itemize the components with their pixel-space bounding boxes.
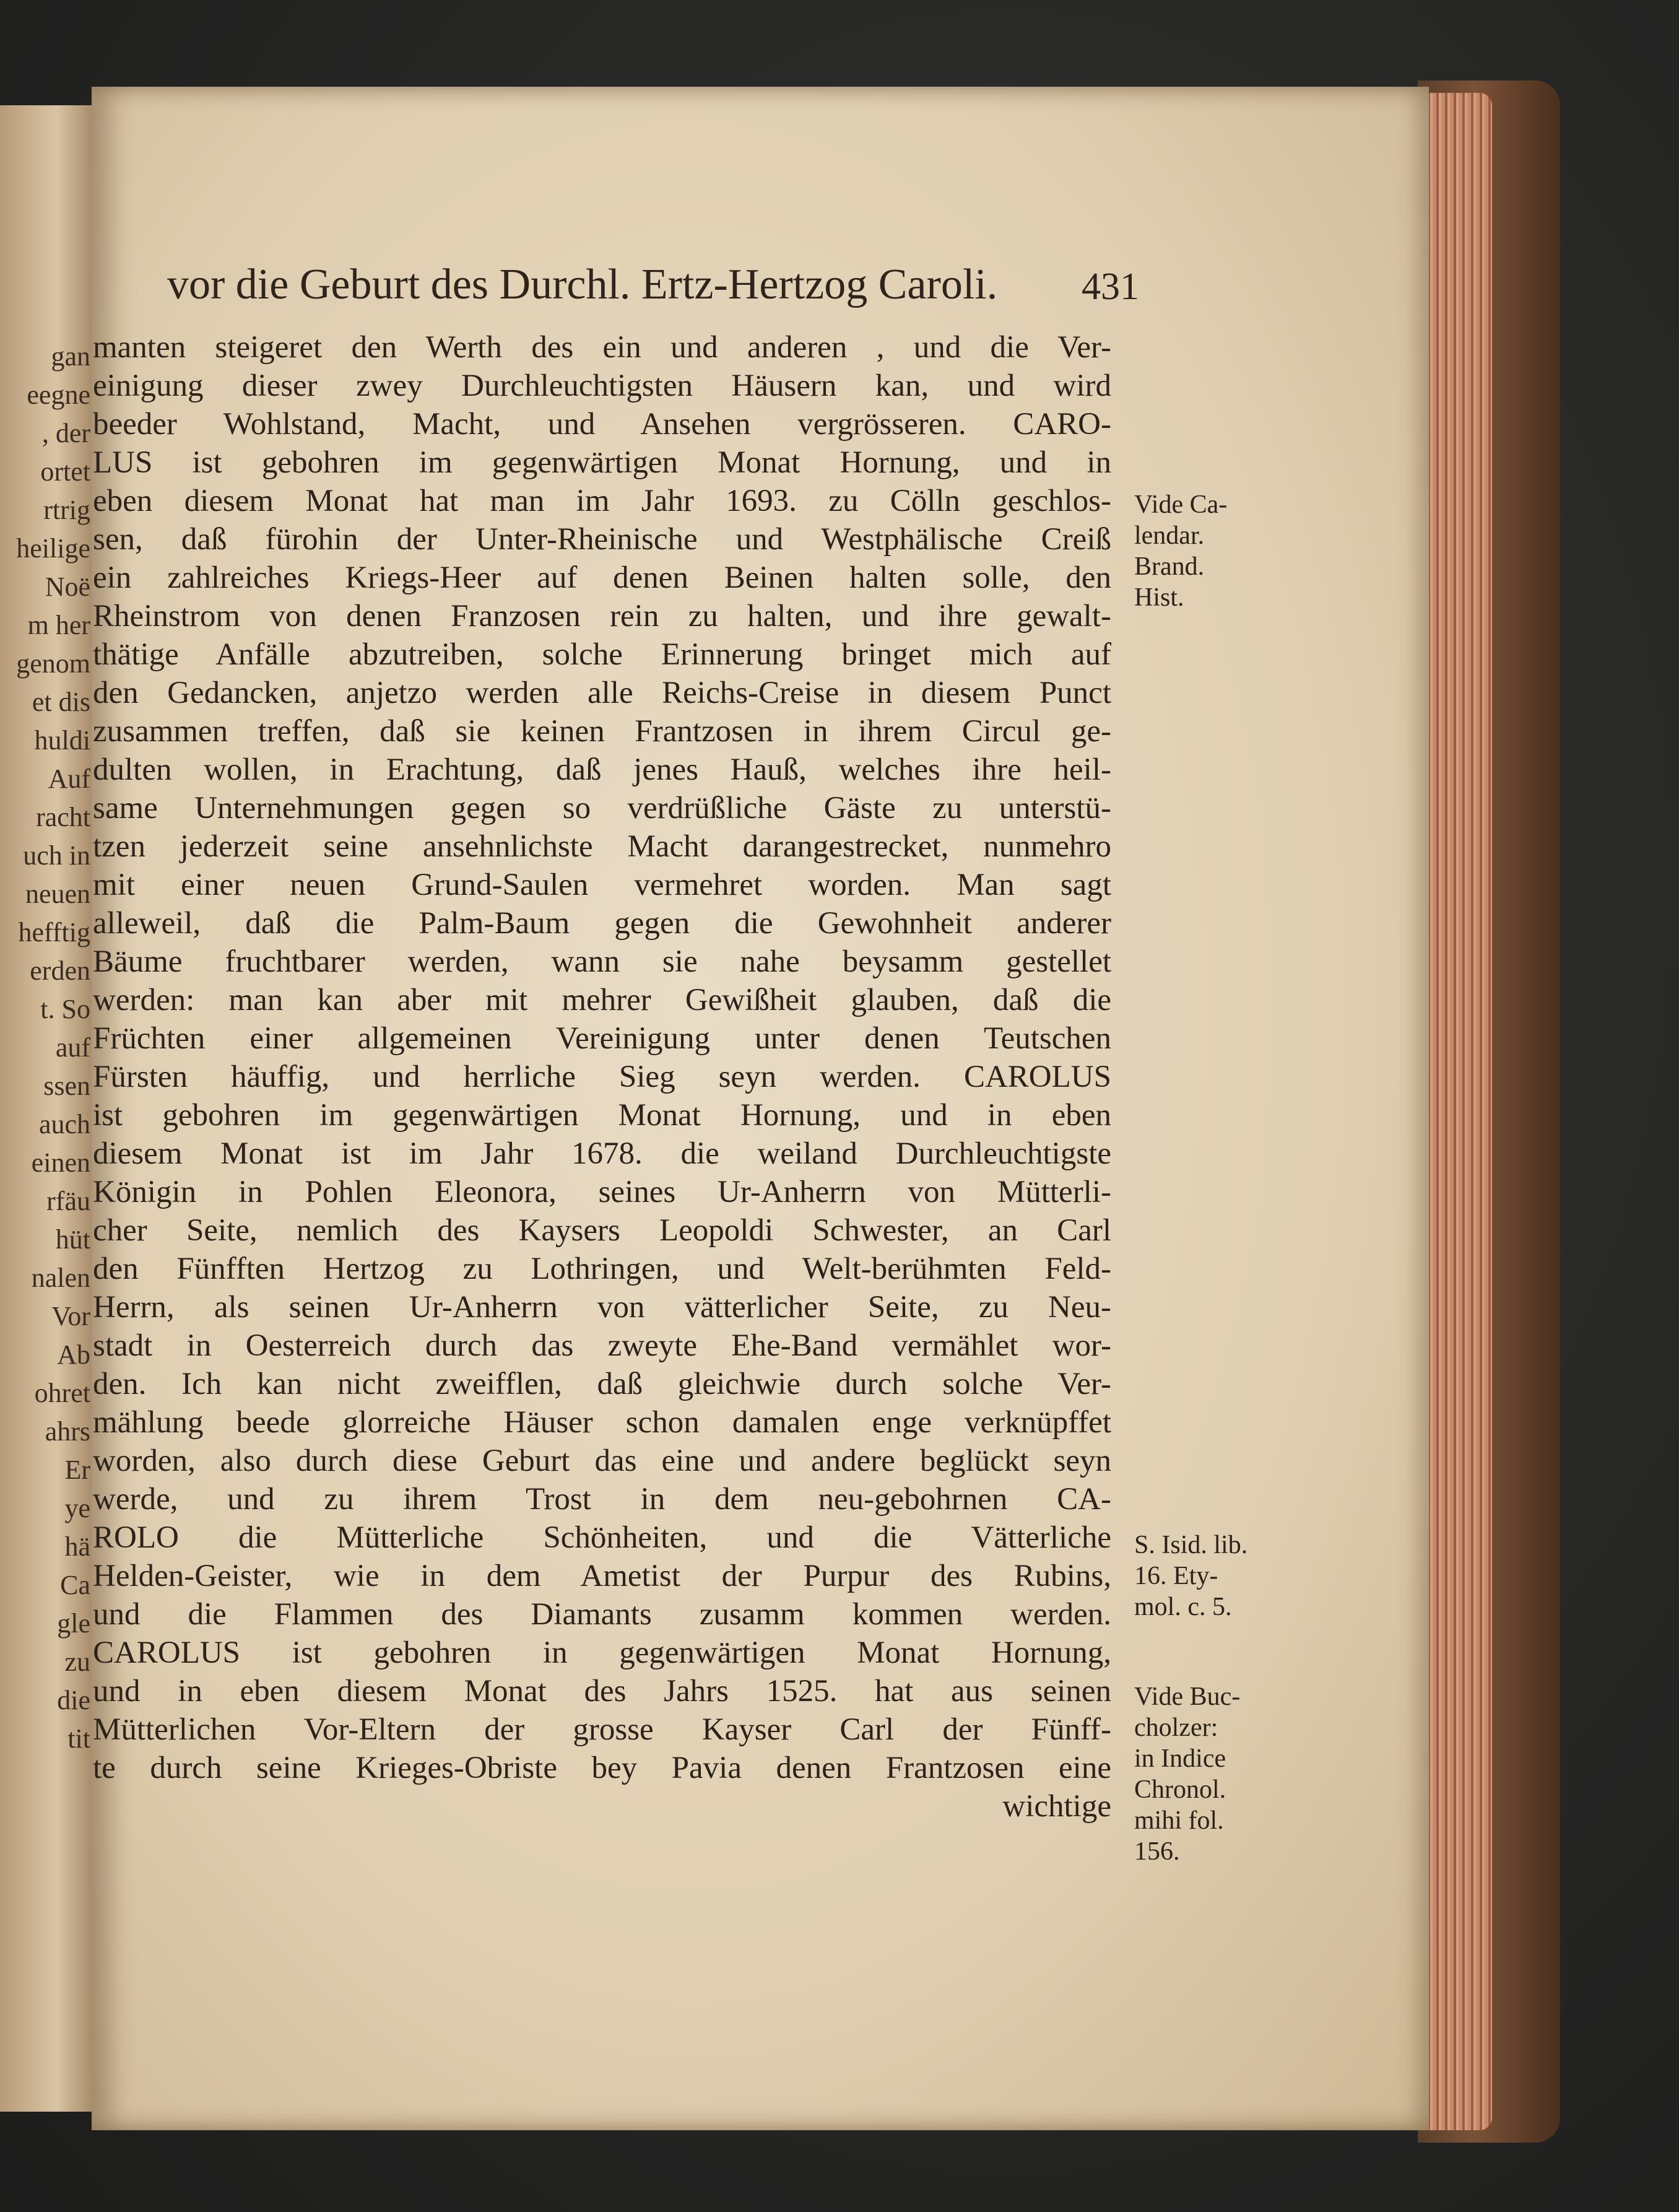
text-line: CAROLUS ist gebohren in gegenwärtigen Monat Hornung, <box>93 1635 1111 1670</box>
text-line: tzen jederzeit seine ansehnlichste Macht darangestrecket, nunmehro <box>93 829 1111 864</box>
text-line: eben diesem Monat hat man im Jahr 1693. zu Cölln geschlos- <box>93 484 1111 518</box>
facing-page-text-fragment: uch in <box>23 840 90 871</box>
facing-page-text-fragment: rtrig <box>43 495 90 525</box>
facing-page-text-fragment: nalen <box>31 1263 90 1293</box>
text-line: mit einer neuen Grund-Saulen vermehret worden. Man sagt <box>93 868 1111 902</box>
facing-page-text-fragment: auf <box>55 1032 90 1063</box>
facing-page-text-fragment: Vor <box>51 1301 90 1331</box>
facing-page-text-fragment: die <box>57 1685 90 1715</box>
text-line: den Fünfften Hertzog zu Lothringen, und Welt-berühmten Feld- <box>93 1252 1111 1286</box>
facing-page-text-fragment: Noë <box>45 572 90 602</box>
text-line: ROLO die Mütterliche Schönheiten, und die Vätterliche <box>93 1520 1111 1555</box>
text-line: Herrn, als seinen Ur-Anherrn von vätterlicher Seite, zu Neu- <box>93 1290 1111 1325</box>
facing-page-text-fragment: t. So <box>40 994 90 1024</box>
facing-page-text-fragment: ohret <box>34 1378 90 1408</box>
body-text <box>93 328 1111 1826</box>
text-line: Königin in Pohlen Eleonora, seines Ur-Anherrn von Mütterli- <box>93 1175 1111 1209</box>
facing-page-text-fragment: auch <box>38 1109 90 1139</box>
text-line: Rheinstrom von denen Franzosen rein zu halten, und ihre gewalt- <box>93 599 1111 634</box>
text-line: alleweil, daß die Palm-Baum gegen die Gewohnheit anderer <box>93 906 1111 941</box>
page-edges <box>1424 93 1492 2130</box>
facing-page-text-fragment: Er <box>64 1455 90 1485</box>
text-line: einigung dieser zwey Durchleuchtigsten Häusern kan, und wird <box>93 368 1111 403</box>
facing-page-text-fragment: hefftig <box>18 917 90 947</box>
facing-page-text-fragment: zu <box>64 1647 90 1677</box>
facing-page-text-fragment: Ab <box>57 1339 90 1370</box>
text-line: same Unternehmungen gegen so verdrüßliche Gäste zu unterstü- <box>93 791 1111 825</box>
text-line: ein zahlreiches Kriegs-Heer auf denen Beinen halten solle, den <box>93 560 1111 595</box>
text-line: werde, und zu ihrem Trost in dem neu-gebohrnen CA- <box>93 1482 1111 1517</box>
text-line: den Gedancken, anjetzo werden alle Reichs-Creise in diesem Punct <box>93 676 1111 710</box>
facing-page-text-fragment: racht <box>36 802 90 832</box>
margin-note: Vide Buc- cholzer: in Indice Chronol. mihi fol. 156. <box>1134 1683 1241 1866</box>
facing-page-text-fragment: rfäu <box>46 1186 90 1216</box>
facing-page-text-fragment: ssen <box>43 1071 90 1101</box>
facing-page-text-fragment: hüt <box>55 1224 90 1255</box>
facing-page-text-fragment: erden <box>30 956 90 986</box>
text-line: diesem Monat ist im Jahr 1678. die weiland Durchleuchtigste <box>93 1136 1111 1171</box>
text-line: Mütterlichen Vor-Eltern der grosse Kayser Carl der Fünff- <box>93 1712 1111 1747</box>
facing-page-text-fragment: et dis <box>32 687 90 717</box>
text-line: den. Ich kan nicht zweifflen, daß gleichwie durch solche Ver- <box>93 1367 1111 1401</box>
facing-page-text-fragment: eegne <box>27 380 90 410</box>
text-line: Helden-Geister, wie in dem Ametist der Purpur des Rubins, <box>93 1559 1111 1593</box>
margin-note: Vide Ca- lendar. Brand. Hist. <box>1134 490 1228 612</box>
running-header <box>167 260 1139 310</box>
running-title: vor die Geburt des Durchl. Ertz-Hertzog Caroli. <box>167 261 998 308</box>
facing-page-text-fragment: huldi <box>34 725 90 755</box>
facing-page-text-fragment: , der <box>41 418 90 448</box>
text-line: Früchten einer allgemeinen Vereinigung unter denen Teutschen <box>93 1021 1111 1056</box>
text-line: zusammen treffen, daß sie keinen Frantzosen in ihrem Circul ge- <box>93 714 1111 749</box>
text-line: und die Flammen des Diamants zusamm kommen werden. <box>93 1597 1111 1632</box>
facing-page-text-fragment: m her <box>27 610 90 640</box>
catchword: wichtige <box>1002 1789 1111 1824</box>
text-line: Bäume fruchtbarer werden, wann sie nahe beysamm gestellet <box>93 944 1111 979</box>
text-line: werden: man kan aber mit mehrer Gewißheit glauben, daß die <box>93 983 1111 1017</box>
facing-page-text-fragment: ye <box>64 1493 90 1523</box>
facing-page-text-fragment: genom <box>16 648 90 679</box>
text-line: LUS ist gebohren im gegenwärtigen Monat Hornung, und in <box>93 445 1111 480</box>
text-line: beeder Wohlstand, Macht, und Ansehen vergrösseren. CARO- <box>93 407 1111 442</box>
page-number: 431 <box>1082 266 1139 308</box>
facing-page-text-fragment: tit <box>67 1723 90 1754</box>
text-line: Fürsten häuffig, und herrliche Sieg seyn werden. CAROLUS <box>93 1060 1111 1094</box>
text-line: sen, daß fürohin der Unter-Rheinische und Westphälische Creiß <box>93 522 1111 557</box>
facing-page-fragment <box>0 105 93 2112</box>
text-line: und in eben diesem Monat des Jahrs 1525. hat aus seinen <box>93 1674 1111 1709</box>
text-line: worden, also durch diese Geburt das eine und andere beglückt seyn <box>93 1443 1111 1478</box>
text-line: mählung beede glorreiche Häuser schon damalen enge verknüpffet <box>93 1405 1111 1440</box>
facing-page-text-fragment: gle <box>57 1608 90 1639</box>
text-line: manten steigeret den Werth des ein und anderen , und die Ver- <box>93 330 1111 365</box>
facing-page-text-fragment: gan <box>51 341 90 372</box>
text-line: stadt in Oesterreich durch das zweyte Ehe-Band vermählet wor- <box>93 1328 1111 1363</box>
facing-page-text-fragment: neuen <box>25 879 90 909</box>
facing-page-text-fragment: Ca <box>60 1570 90 1600</box>
text-line: cher Seite, nemlich des Kaysers Leopoldi Schwester, an Carl <box>93 1213 1111 1248</box>
facing-page-text-fragment: ahrs <box>45 1416 90 1447</box>
text-line: thätige Anfälle abzutreiben, solche Erinnerung bringet mich auf <box>93 637 1111 672</box>
text-line: dulten wollen, in Erachtung, daß jenes Hauß, welches ihre heil- <box>93 752 1111 787</box>
facing-page-text-fragment: ortet <box>40 456 90 487</box>
margin-note: S. Isid. lib. 16. Ety- mol. c. 5. <box>1134 1531 1248 1621</box>
text-line: te durch seine Krieges-Obriste bey Pavia denen Frantzosen eine <box>93 1751 1111 1785</box>
facing-page-text-fragment: einen <box>31 1147 90 1178</box>
facing-page-text-fragment: heilige <box>16 533 90 564</box>
facing-page-text-fragment: Auf <box>48 764 90 794</box>
facing-page-text-fragment: hä <box>64 1531 90 1562</box>
text-line: ist gebohren im gegenwärtigen Monat Hornung, und in eben <box>93 1098 1111 1133</box>
